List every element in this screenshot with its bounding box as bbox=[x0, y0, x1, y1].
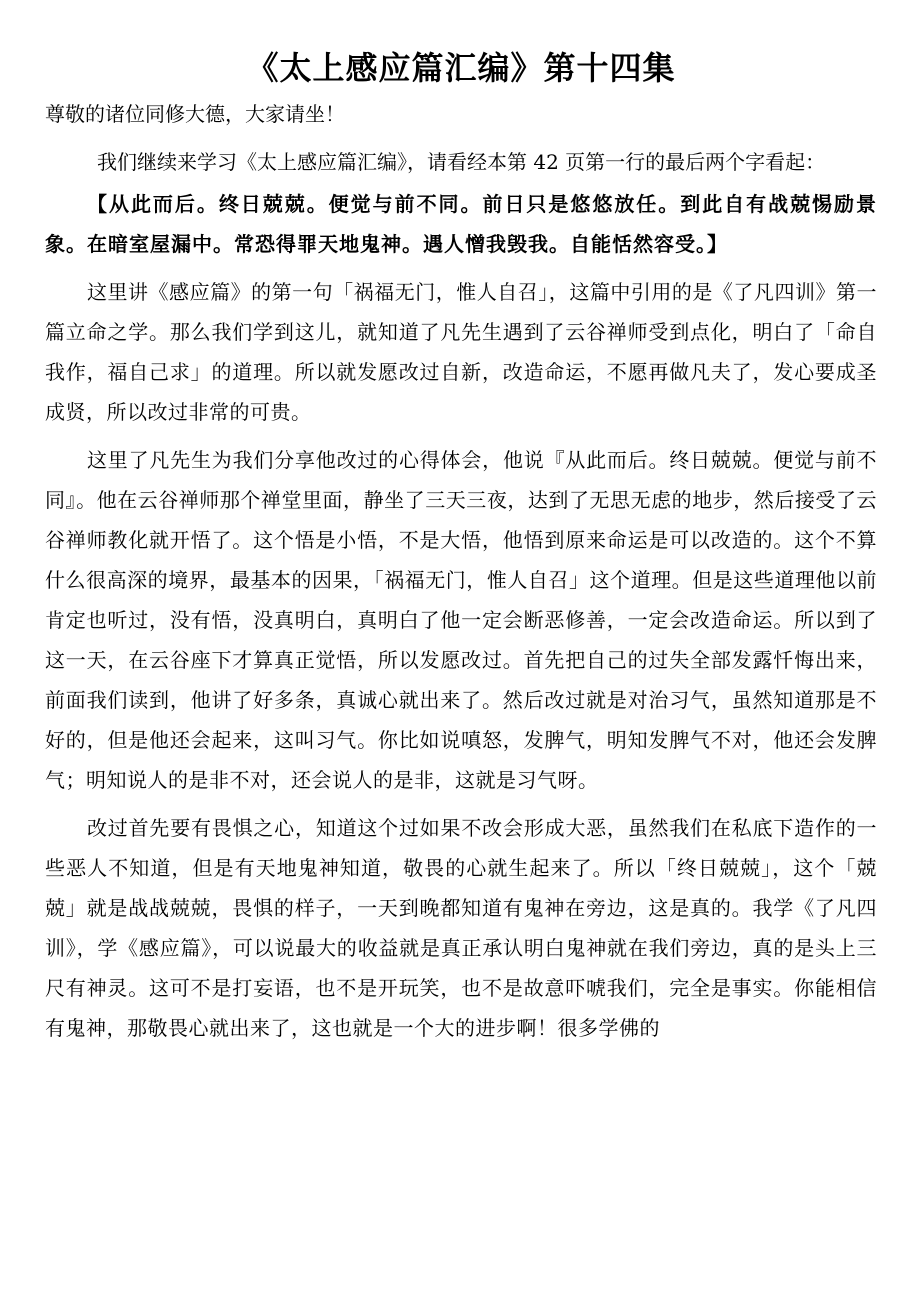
document-title: 《太上感应篇汇编》第十四集 bbox=[246, 49, 676, 87]
paragraph-2: 这里了凡先生为我们分享他改过的心得体会，他说『从此而后。终日兢兢。便觉与前不同』。他在云谷禅师那个禅堂里面，静坐了三天三夜，达到了无思无虑的地步，然后接受了云谷禅师教化就开悟了。这个悟是小悟，不是大悟，他悟到原来命运是可以改造的。这个不算什么很高深的境界，最基本的因果，「祸福无门，惟人自召」这个道理。但是这些道理他以前肯定也听过，没有悟，没真明白，真明白了他一定会断恶修善，一定会改造命运。所以到了这一天，在云谷座下才算真正觉悟，所以发愿改过。首先把自己的过失全部发露忏悔出来，前面我们读到，他讲了好多条，真诚心就出来了。然后改过就是对治习气，虽然知道那是不好的，但是他还会起来，这叫习气。你比如说嗔怒，发脾气，明知发脾气不对，他还会发脾气；明知说人的是非不对，还会说人的是非，这就是习气呀。 bbox=[45, 448, 877, 792]
paragraph-3: 改过首先要有畏惧之心，知道这个过如果不改会形成大恶，虽然我们在私底下造作的一些恶人不知道，但是有天地鬼神知道，敬畏的心就生起来了。所以「终日兢兢」，这个「兢兢」就是战战兢兢，畏惧的样子，一天到晚都知道有鬼神在旁边，这是真的。我学《了凡四训》，学《感应篇》，可以说最大的收益就是真正承认明白鬼神就在我们旁边，真的是头上三尺有神灵。这可不是打妄语，也不是开玩笑，也不是故意吓唬我们，完全是事实。你能相信有鬼神，那敬畏心就出来了，这也就是一个大的进步啊！很多学佛的 bbox=[45, 816, 877, 1040]
intro-text: 我们继续来学习《太上感应篇汇编》，请看经本第 42 页第一行的最后两个字看起： bbox=[97, 150, 826, 174]
paragraph-1: 这里讲《感应篇》的第一句「祸福无门，惟人自召」，这篇中引用的是《了凡四训》第一篇立命之学。那么我们学到这儿，就知道了凡先生遇到了云谷禅师受到点化，明白了「命自我作，福自己求」的道理。所以就发愿改过自新，改造命运，不愿再做凡夫了，发心要成圣成贤，所以改过非常的可贵。 bbox=[45, 280, 877, 424]
scripture-quote: 【从此而后。终日兢兢。便觉与前不同。前日只是悠悠放任。到此自有战兢惕励景象。在暗室屋漏中。常恐得罪天地鬼神。遇人憎我毁我。自能恬然容受。】 bbox=[45, 192, 877, 256]
document-page bbox=[45, 40, 877, 1056]
greeting-text: 尊敬的诸位同修大德，大家请坐！ bbox=[45, 102, 345, 126]
